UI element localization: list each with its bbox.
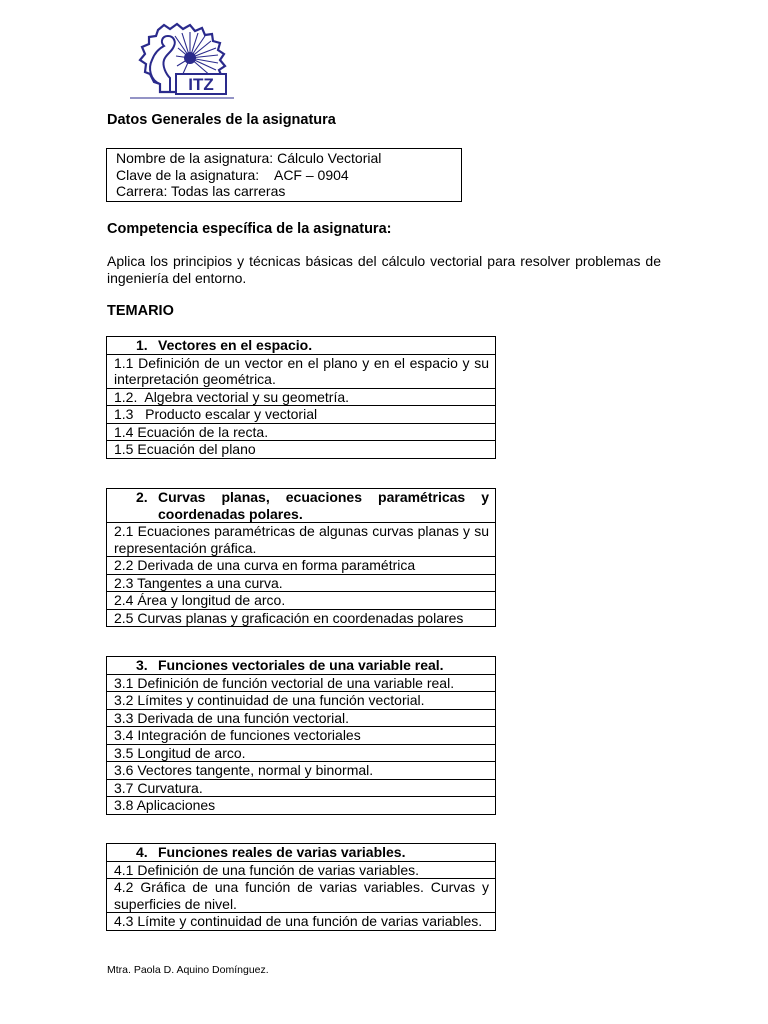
topic-row: 4.3 Límite y continuidad de una función de varias variables. <box>107 913 496 931</box>
logo-text: ITZ <box>188 75 214 94</box>
topic-row: 3.6 Vectores tangente, normal y binormal. <box>107 762 496 780</box>
topic-row: 2.5 Curvas planas y graficación en coordenadas polares <box>107 609 496 627</box>
topic-row: 2.2 Derivada de una curva en forma paramétrica <box>107 557 496 575</box>
topic-row: 1.4 Ecuación de la recta. <box>107 423 496 441</box>
unit-header: 2. Curvas planas, ecuaciones paramétricas y coordenadas polares. <box>107 489 496 523</box>
unit-title: Funciones reales de varias variables. <box>158 844 406 860</box>
unit-header: 3. Funciones vectoriales de una variable real. <box>107 657 496 675</box>
topic-row: 1.2. Algebra vectorial y su geometría. <box>107 388 496 406</box>
unit-table-4 <box>106 843 496 931</box>
unit-table-3 <box>106 656 496 815</box>
unit-header: 4. Funciones reales de varias variables. <box>107 844 496 862</box>
temario-title: TEMARIO <box>107 303 174 319</box>
topic-row: 2.3 Tangentes a una curva. <box>107 574 496 592</box>
general-data-title: Datos Generales de la asignatura <box>107 112 336 128</box>
topic-row: 1.5 Ecuación del plano <box>107 441 496 459</box>
topic-row: 1.1 Definición de un vector en el plano y en el espacio y su interpretación geométrica. <box>107 354 496 388</box>
topic-row: 2.4 Área y longitud de arco. <box>107 592 496 610</box>
course-career: Carrera: Todas las carreras <box>116 183 286 199</box>
topic-row: 3.3 Derivada de una función vectorial. <box>107 709 496 727</box>
unit-header: 1. Vectores en el espacio. <box>107 337 496 355</box>
course-info-box <box>106 148 462 202</box>
unit-table-2 <box>106 488 496 627</box>
topic-row: 4.2 Gráfica de una función de varias variables. Curvas y superficies de nivel. <box>107 879 496 913</box>
topic-row: 3.8 Aplicaciones <box>107 797 496 815</box>
competence-title: Competencia específica de la asignatura: <box>107 221 392 237</box>
topic-row: 4.1 Definición de una función de varias variables. <box>107 861 496 879</box>
topic-row: 3.7 Curvatura. <box>107 779 496 797</box>
unit-title: Curvas planas, ecuaciones paramétricas y coordenadas polares. <box>158 489 489 522</box>
topic-row: 1.3 Producto escalar y vectorial <box>107 406 496 424</box>
topic-row: 3.1 Definición de función vectorial de una variable real. <box>107 674 496 692</box>
footer-author: Mtra. Paola D. Aquino Domínguez. <box>107 964 269 976</box>
topic-row: 2.1 Ecuaciones paramétricas de algunas curvas planas y su representación gráfica. <box>107 523 496 557</box>
topic-row: 3.2 Límites y continuidad de una función vectorial. <box>107 692 496 710</box>
course-code: Clave de la asignatura: ACF – 0904 <box>116 166 349 183</box>
competence-text: Aplica los principios y técnicas básicas del cálculo vectorial para resolver problemas de ingeniería del entorno. <box>107 253 661 286</box>
course-name: Nombre de la asignatura: Cálculo Vectorial <box>116 150 382 166</box>
unit-table-1 <box>106 336 496 459</box>
topic-row: 3.4 Integración de funciones vectoriales <box>107 727 496 745</box>
unit-title: Vectores en el espacio. <box>158 337 313 353</box>
itz-logo <box>130 22 234 100</box>
topic-row: 3.5 Longitud de arco. <box>107 744 496 762</box>
unit-title: Funciones vectoriales de una variable real. <box>158 657 444 673</box>
